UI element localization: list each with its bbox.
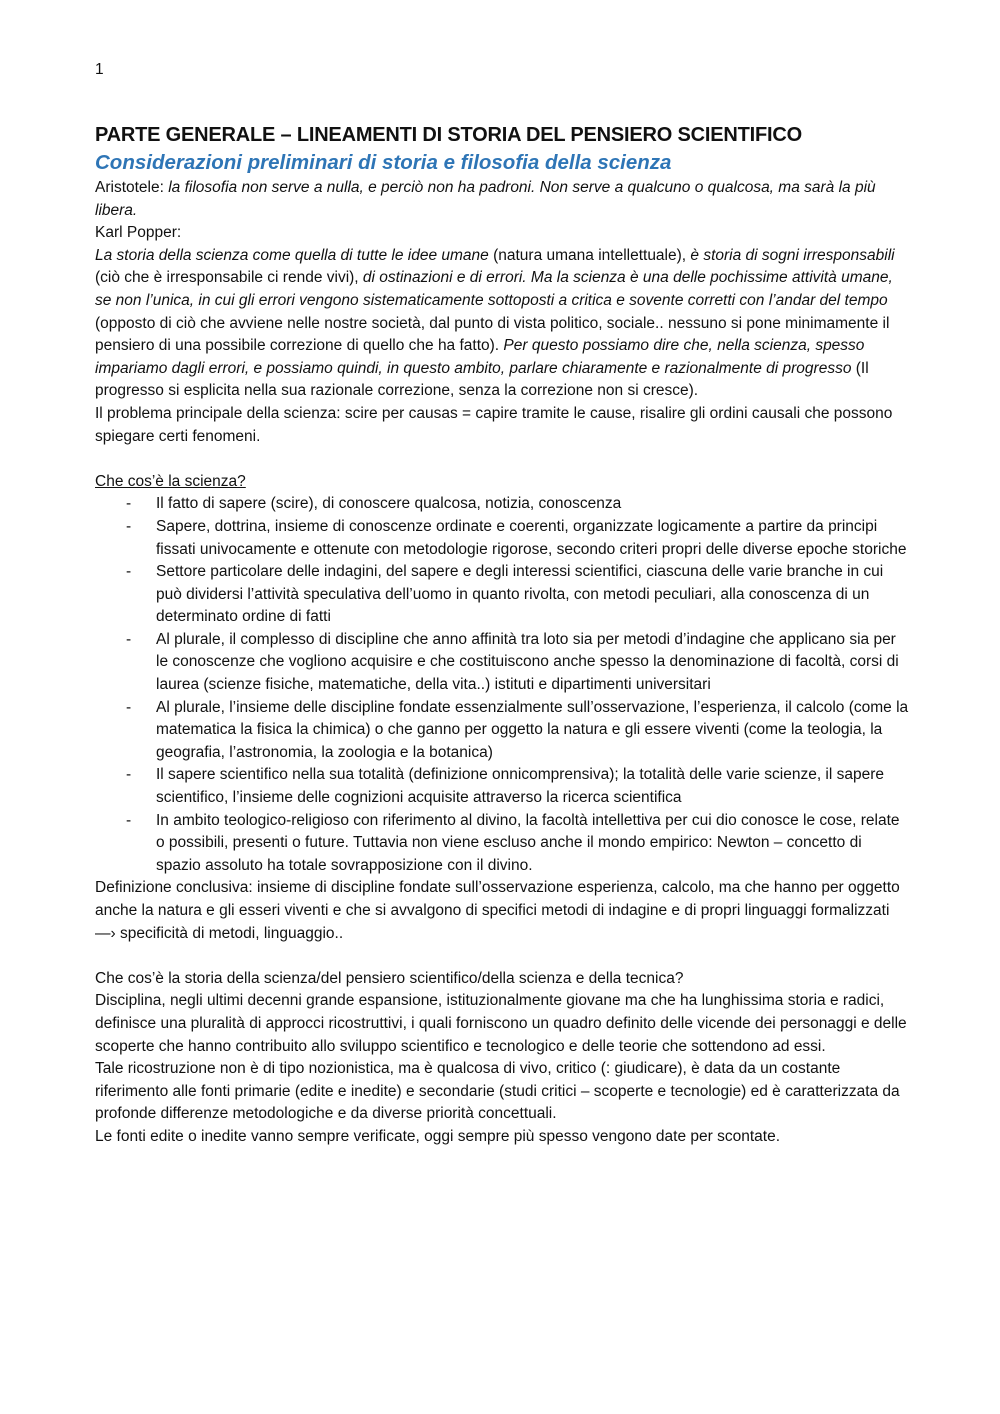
- aristotele-quote: la filosofia non serve a nulla, e perciò non ha padroni. Non serve a qualcuno o qualcosa, ma sarà la più libera.: [95, 179, 876, 219]
- list-item: - Sapere, dottrina, insieme di conoscenze ordinate e coerenti, organizzate logicamente a partire da principi fissati univocamente e ottenute con metodologie rigorose, secondo criteri propri delle diverse epoche storiche: [95, 516, 910, 561]
- definitions-list: [95, 493, 910, 877]
- page-number: 1: [95, 61, 104, 78]
- popper-paragraph: [95, 245, 910, 403]
- popper-quote-2: è storia di sogni irresponsabili: [690, 246, 895, 264]
- popper-note-4: (Il progresso si esplicita nella sua razionale correzione, senza la correzione non si cresce).: [95, 359, 869, 400]
- blank-line: [95, 448, 910, 471]
- popper-quote-4: Per questo possiamo dire che, nella scienza, spesso impariamo dagli errori, e possiamo quindi, in questo ambito, parlare chiaramente e razionalmente di progresso: [95, 337, 865, 377]
- list-item: - Il fatto di sapere (scire), di conoscere qualcosa, notizia, conoscenza: [95, 493, 910, 516]
- conclusion-paragraph: Definizione conclusiva: insieme di discipline fondate sull’osservazione esperienza, calcolo, ma che hanno per oggetto anche la natura e gli esseri viventi e che si avvalgono di specifici metodi di indagine e di propri linguaggi formalizzati —› specificità di metodi, linguaggio..: [95, 879, 900, 942]
- popper-note-1: (natura umana intellettuale),: [488, 246, 691, 264]
- storia-paragraph-3: Le fonti edite o inedite vanno sempre verificate, oggi sempre più spesso vengono date per scontate.: [95, 1127, 781, 1145]
- popper-quote-3: di ostinazioni e di errori. Ma la scienza è una delle pochissime attività umane, se non l’unica, in cui gli errori vengono sistematicamente sottoposti a critica e sovente corretti con l’andar del tempo: [95, 269, 893, 309]
- subheading: Considerazioni preliminari di storia e filosofia della scienza: [95, 151, 672, 174]
- popper-note-3: (opposto di ciò che avviene nelle nostre società, dal punto di vista politico, sociale.. nessuno si pone minimamente il pensiero di una possibile correzione di quello che ha fatto).: [95, 314, 890, 355]
- storia-paragraph-2: Tale ricostruzione non è di tipo nozionistica, ma è qualcosa di vivo, critico (: giudicare), è data da un costante riferimento alle fonti primarie (edite e inedite) e secondarie (studi critici – scoperte e tecnologie) ed è caratterizzata da profonde differenze metodologiche e da diverse priorità concettuali.: [95, 1060, 900, 1123]
- list-item: - Al plurale, l’insieme delle discipline fondate essenzialmente sull’osservazione, l’esperienza, il calcolo (come la matematica la fisica la chimica) o che ganno per oggetto la natura e gli essere viventi (come la teologia, la geografia, l’astronomia, la zoologia e la botanica): [95, 697, 910, 765]
- section-title-scienza: Che cos’è la scienza?: [95, 472, 246, 490]
- main-heading: PARTE GENERALE – LINEAMENTI DI STORIA DEL PENSIERO SCIENTIFICO: [95, 124, 802, 146]
- popper-label: Karl Popper:: [95, 224, 182, 242]
- popper-quote-1: La storia della scienza come quella di tutte le idee umane: [95, 246, 489, 264]
- list-item: - Il sapere scientifico nella sua totalità (definizione onnicomprensiva); la totalità delle varie scienze, il sapere scientifico, l’insieme delle cognizioni acquisite attraverso la ricerca scientifica: [95, 764, 910, 809]
- popper-note-2: (ciò che è irresponsabile ci rende vivi),: [95, 269, 363, 287]
- list-item: - Settore particolare delle indagini, del sapere e degli interessi scientifici, ciascuna delle varie branche in cui può dividersi l’attività speculativa dell’uomo in quanto rivolta, con metodi peculiari, alla conoscenza di un determinato ordine di fatti: [95, 561, 910, 629]
- blank-line: [95, 945, 910, 968]
- storia-question: Che cos’è la storia della scienza/del pensiero scientifico/della scienza e della tecnica?: [95, 969, 684, 987]
- list-item: - In ambito teologico-religioso con riferimento al divino, la facoltà intellettiva per cui dio conosce le cose, relate o possibili, presenti o future. Tuttavia non viene escluso anche il mondo empirico: Newton – concetto di spazio assoluto ha totale sovrapposizione con il divino.: [95, 810, 910, 878]
- list-item: - Al plurale, il complesso di discipline che anno affinità tra loto sia per metodi d’indagine che applicano sia per le conoscenze che vogliono acquisire e che costituiscono anche spesso la denominazione di facoltà, corsi di laurea (scienze fisiche, matematiche, della vita..) istituti e dipartimenti universitari: [95, 629, 910, 697]
- document-body: [95, 121, 910, 1149]
- problema-paragraph: Il problema principale della scienza: scire per causas = capire tramite le cause, risalire gli ordini causali che possono spiegare certi fenomeni.: [95, 404, 893, 445]
- storia-paragraph-1: Disciplina, negli ultimi decenni grande espansione, istituzionalmente giovane ma che ha lunghissima storia e radici, definisce una pluralità di approcci ricostruttivi, i quali forniscono un quadro definito delle vicende dei personaggi e delle scoperte che hanno contribuito allo sviluppo scientifico e tecnologico e delle teorie che sottendono ad essi.: [95, 992, 907, 1055]
- aristotele-name: Aristotele:: [95, 179, 169, 196]
- aristotele-paragraph: [95, 177, 910, 222]
